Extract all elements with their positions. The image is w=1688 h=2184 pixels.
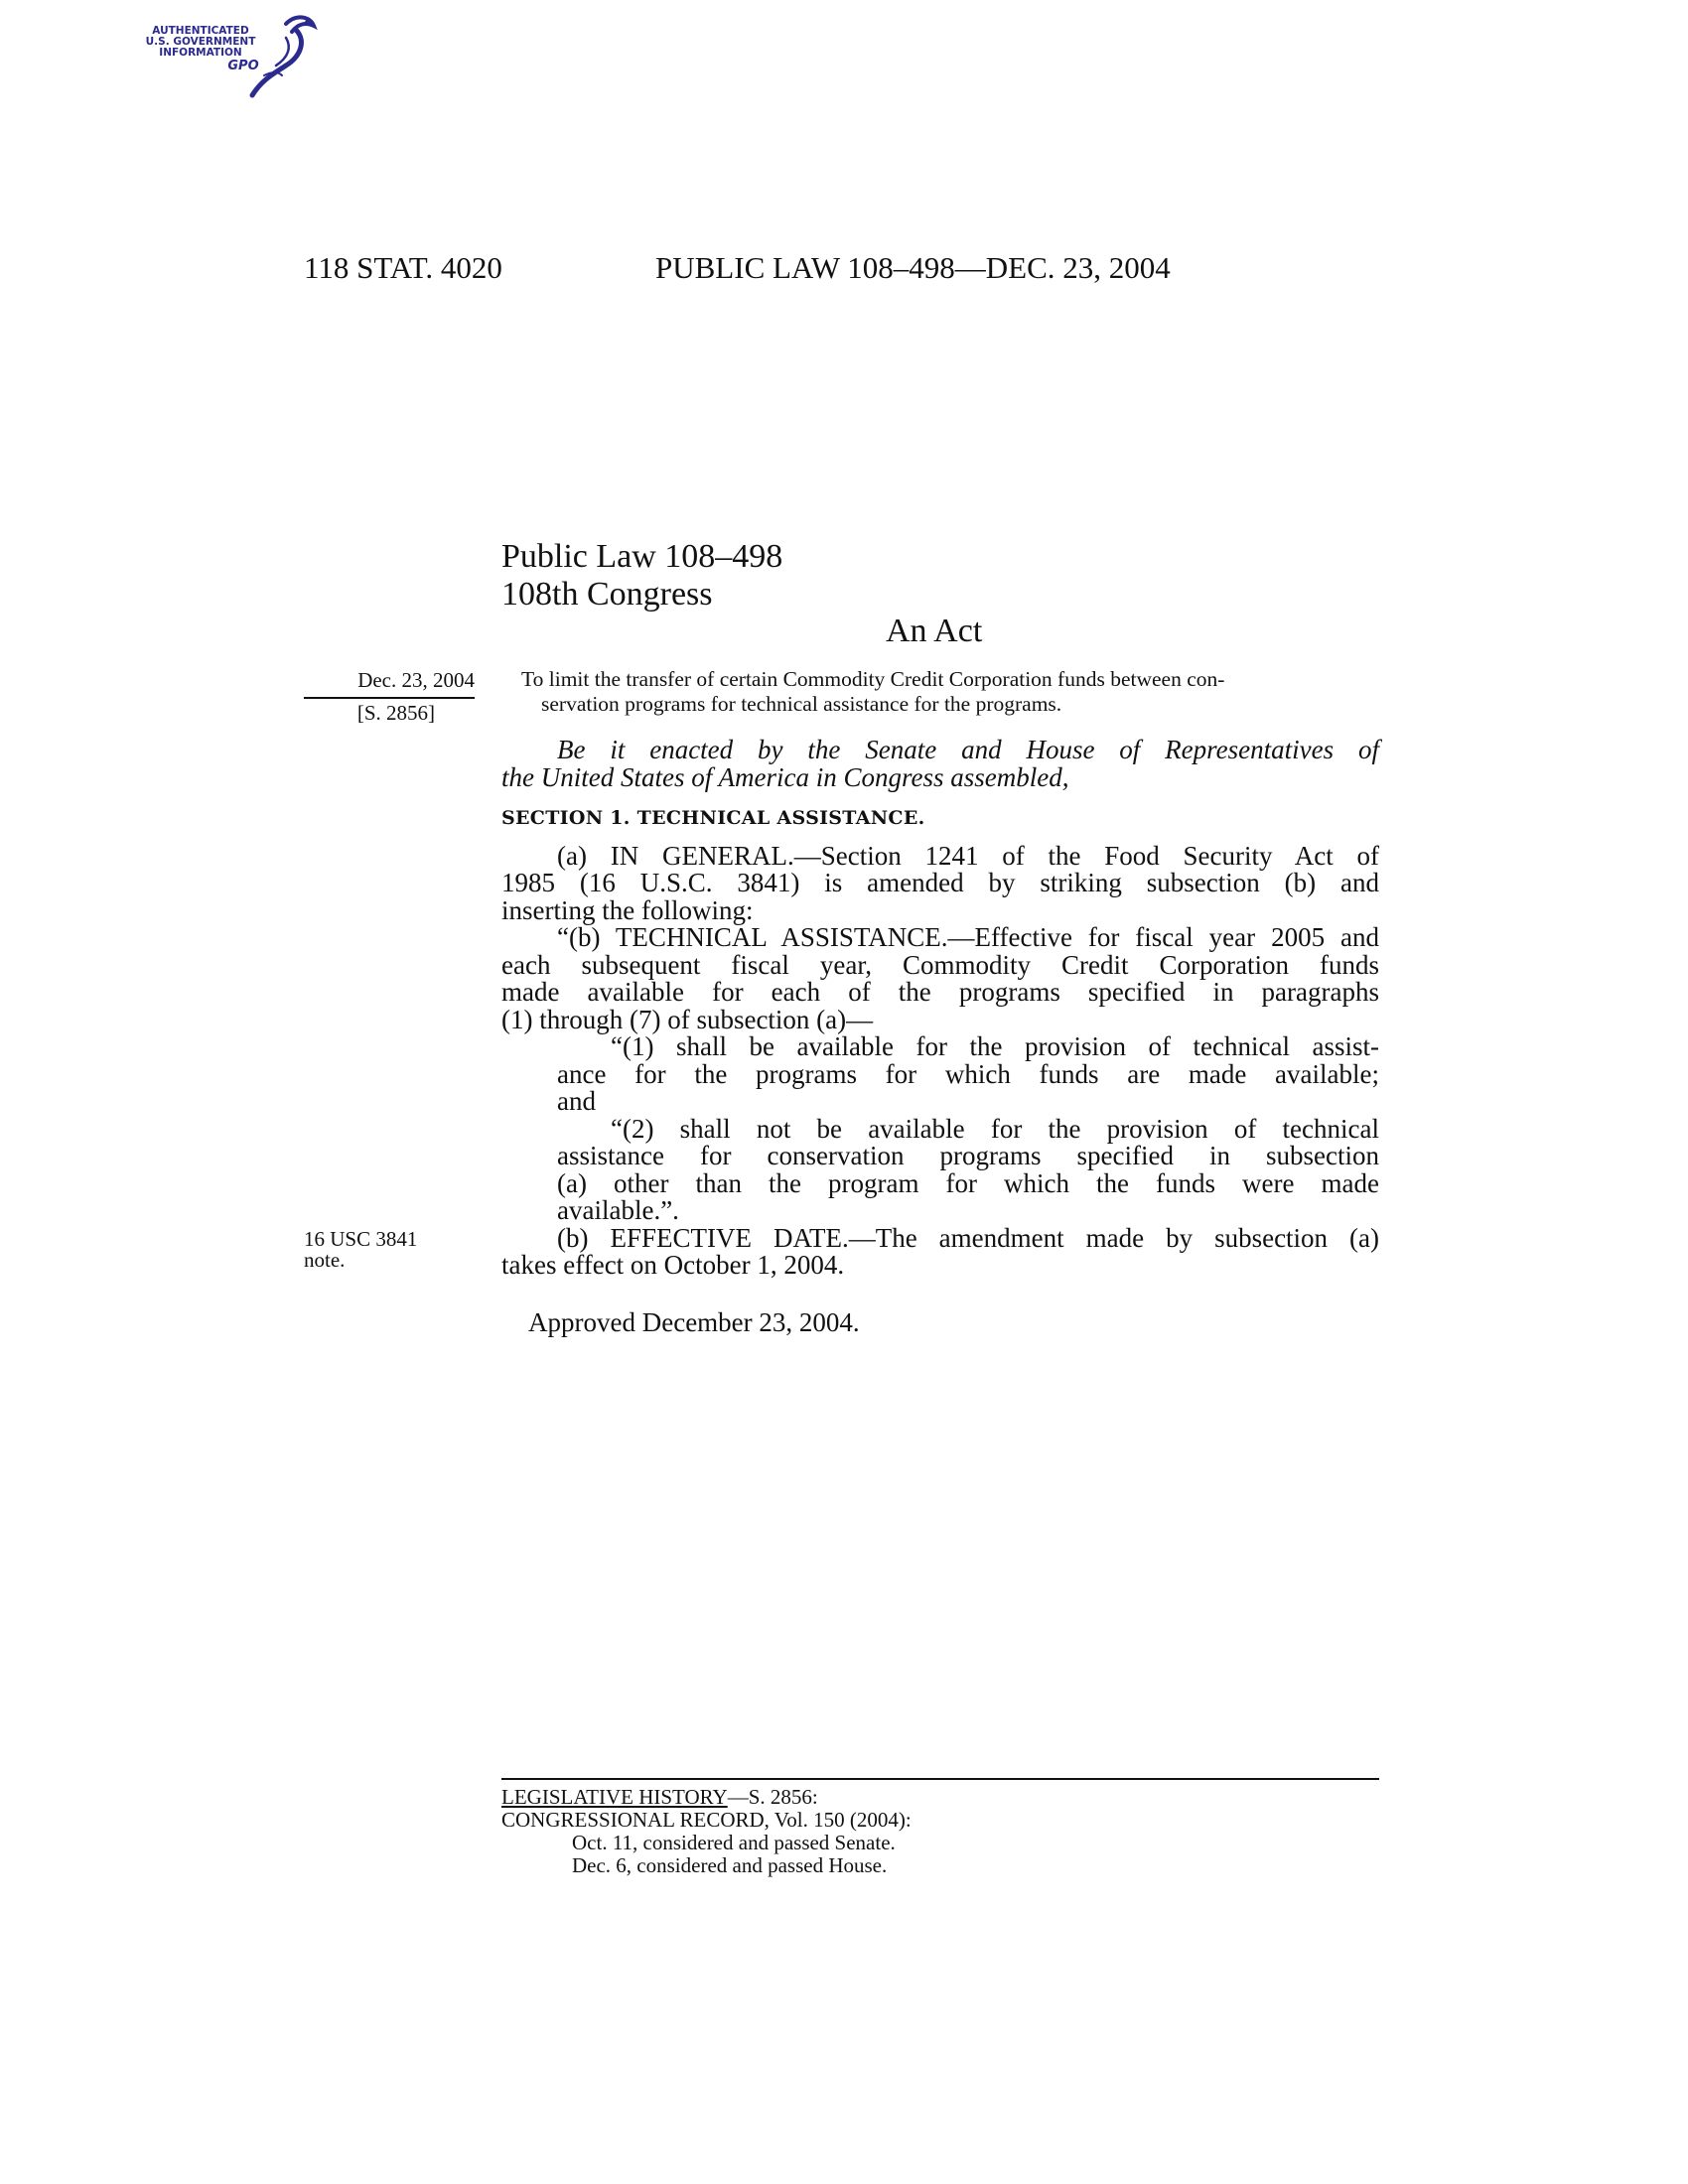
enacting-clause xyxy=(501,737,1379,791)
footer-divider xyxy=(501,1778,1379,1780)
paragraph-2-line-2: assistance for conservation programs specified in subsection xyxy=(557,1141,1379,1170)
subsection-a-line-3: inserting the following: xyxy=(501,894,754,925)
running-head-law-date: PUBLIC LAW 108–498—DEC. 23, 2004 xyxy=(655,250,1171,285)
effective-date-text: .—The amendment made by subsection (a) xyxy=(841,1222,1380,1253)
act-body xyxy=(501,737,1379,1336)
paragraph-1 xyxy=(501,1033,1379,1116)
purpose-statement xyxy=(501,667,1379,717)
inserted-subsection-b xyxy=(501,924,1379,1033)
seal-line-2: U.S. GOVERNMENT xyxy=(145,36,256,48)
stat-citation: 118 STAT. 4020 xyxy=(304,250,502,285)
purpose-line-1: To limit the transfer of certain Commodity Credit Corporation funds between con- xyxy=(521,667,1225,691)
subsection-a-text: .—Section 1241 of the Food Security Act of xyxy=(786,840,1379,871)
congressional-record: CONGRESSIONAL RECORD, Vol. 150 (2004): xyxy=(501,1808,912,1832)
paragraph-2-line-4: available.”. xyxy=(557,1195,679,1225)
subsection-b-prefix: “(b) T xyxy=(557,922,633,952)
enacting-line-1: Be it enacted by the Senate and House of Representatives of xyxy=(557,735,1379,764)
purpose-line-2: servation programs for technical assistance for the programs. xyxy=(541,692,1062,716)
paragraph-1-line-1: “(1) shall be available for the provision of technical assist- xyxy=(611,1031,1379,1061)
margin-usc-line-1: 16 USC 3841 xyxy=(304,1227,418,1251)
act-label: An Act xyxy=(886,613,983,649)
subsection-b-heading: ECHNICAL ASSISTANCE xyxy=(632,922,941,952)
margin-usc-line-2: note. xyxy=(304,1248,346,1272)
margin-bill-number: [S. 2856] xyxy=(356,701,435,725)
legislative-history-label: LEGISLATIVE HISTORY xyxy=(501,1785,728,1809)
margin-usc-note xyxy=(304,1229,417,1271)
effective-date-line-1 xyxy=(501,1222,1380,1253)
congress-label: 108th Congress xyxy=(501,576,713,613)
subsection-a xyxy=(501,840,1379,925)
subsection-b-line-4: (1) through (7) of subsection (a)— xyxy=(501,1004,874,1034)
section-heading: SECTION 1. TECHNICAL ASSISTANCE. xyxy=(501,807,925,829)
subsection-a-line-1 xyxy=(501,840,1379,871)
seal-gpo-text: GPO xyxy=(227,59,259,73)
legislative-history xyxy=(501,1786,912,1877)
legislative-history-heading xyxy=(501,1786,912,1809)
subsection-a-line-2: 1985 (16 U.S.C. 3841) is amended by striking subsection (b) and xyxy=(501,868,1379,897)
effective-date-prefix: (b) E xyxy=(557,1222,627,1253)
subsection-a-prefix: (a) I xyxy=(557,840,620,871)
subsection-b-line-1 xyxy=(501,924,1379,952)
history-entry-senate: Oct. 11, considered and passed Senate. xyxy=(572,1831,896,1854)
history-entry-house: Dec. 6, considered and passed House. xyxy=(572,1853,888,1877)
paragraph-1-line-2: ance for the programs for which funds are made available; xyxy=(557,1058,1379,1089)
legislative-history-bill: —S. 2856: xyxy=(727,1785,818,1809)
seal-line-1: AUTHENTICATED xyxy=(152,25,249,37)
subsection-b-text: .—Effective for fiscal year 2005 and xyxy=(940,922,1379,952)
paragraph-1-line-3: and xyxy=(557,1086,596,1116)
paragraph-2-line-3: (a) other than the program for which the funds were made xyxy=(557,1167,1379,1198)
approval-date: Approved December 23, 2004. xyxy=(528,1306,860,1337)
effective-date-line-2: takes effect on October 1, 2004. xyxy=(501,1250,845,1280)
paragraph-2 xyxy=(501,1113,1379,1225)
effective-date-heading: FFECTIVE DATE xyxy=(626,1222,842,1253)
subsection-b-line-3: made available for each of the programs specified in paragraphs xyxy=(501,977,1379,1007)
subsection-a-heading: N GENERAL xyxy=(619,840,787,871)
law-number: Public Law 108–498 xyxy=(501,538,783,575)
gpo-eagle-icon xyxy=(252,17,314,95)
subsection-effective-date xyxy=(501,1222,1380,1280)
subsection-b-line-2: each subsequent fiscal year, Commodity Credit Corporation funds xyxy=(501,949,1379,980)
gpo-authentication-seal xyxy=(137,10,326,101)
enacting-line-2: the United States of America in Congress assembled, xyxy=(501,761,1069,792)
seal-line-3: INFORMATION xyxy=(159,47,242,59)
paragraph-2-line-1: “(2) shall not be available for the provision of technical xyxy=(611,1113,1379,1144)
margin-date: Dec. 23, 2004 xyxy=(304,668,475,699)
